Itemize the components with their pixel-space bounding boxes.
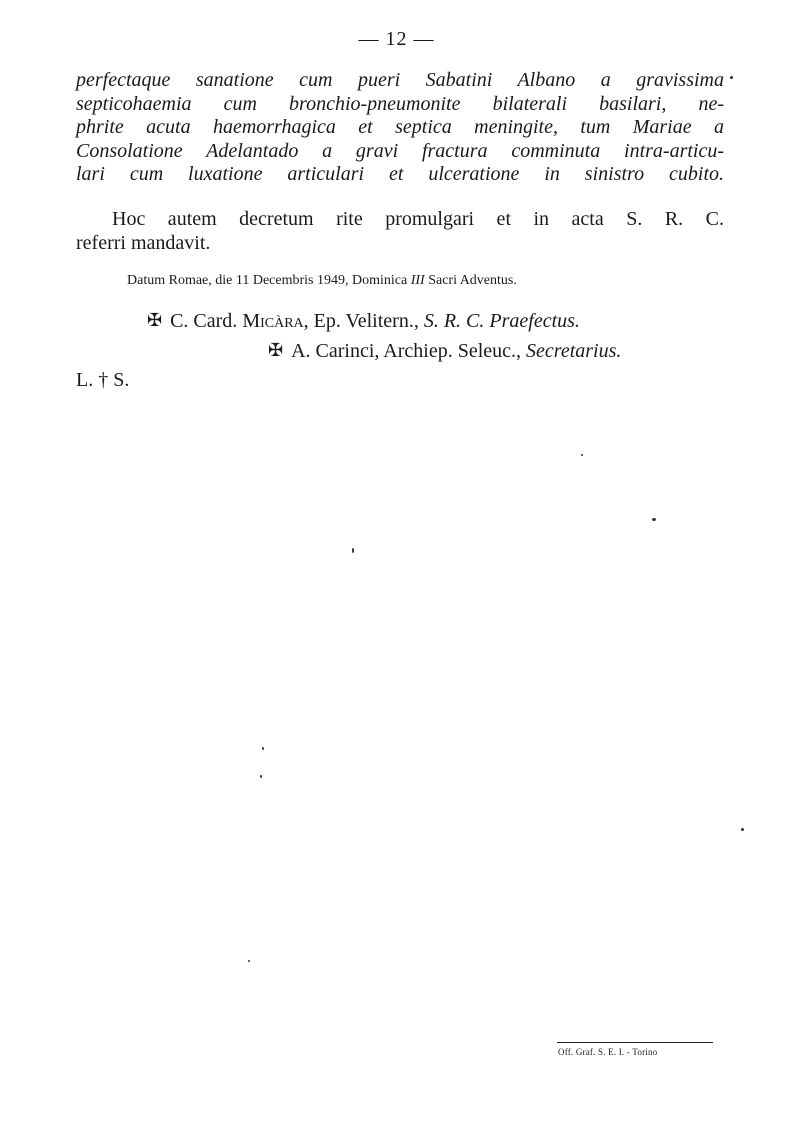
scan-speck xyxy=(262,747,264,750)
scan-speck xyxy=(730,76,733,79)
scan-speck xyxy=(741,828,744,831)
signature-prefect-prefix: C. Card. xyxy=(170,310,243,332)
italic-line-4: Consolatione Adelantado a gravi fractura comminuta intra-articu- xyxy=(76,139,724,162)
date-line xyxy=(127,273,517,289)
signature-prefect-title: S. R. C. Praefectus. xyxy=(423,310,580,332)
page-number: — 12 — xyxy=(358,28,435,50)
seal-mark: L. † S. xyxy=(76,369,130,391)
scan-speck xyxy=(352,548,354,553)
signature-prefect-middle: , Ep. Velitern., xyxy=(303,310,424,332)
date-line-end: Sacri Adventus. xyxy=(424,273,517,288)
printer-imprint: Off. Graf. S. E. I. - Torino xyxy=(558,1047,658,1057)
signature-prefect xyxy=(147,310,580,333)
decree-paragraph xyxy=(76,208,724,255)
imprint-divider xyxy=(557,1042,713,1043)
scan-speck xyxy=(652,518,656,521)
scan-speck xyxy=(248,960,250,962)
date-line-numeral: III xyxy=(410,273,425,288)
italic-line-2: septicohaemia cum bronchio-pneumonite bilaterali basilari, ne- xyxy=(76,92,724,115)
decree-line-1: Hoc autem decretum rite promulgari et in acta S. R. C. xyxy=(112,208,724,230)
italic-paragraph xyxy=(76,69,724,187)
signature-secretary-prefix: A. Carinci, Archiep. Seleuc., xyxy=(291,340,527,362)
signature-secretary-title: Secretarius. xyxy=(526,340,622,362)
italic-line-3: phrite acuta haemorrhagica et septica meningite, tum Mariae a xyxy=(76,116,724,138)
decree-line-2: referri mandavit. xyxy=(76,231,211,254)
signature-secretary xyxy=(268,340,621,363)
signature-prefect-name: Micàra xyxy=(242,310,304,332)
date-line-start: Datum Romae, die 11 Decembris 1949, Dominica xyxy=(127,273,411,288)
italic-line-5: lari cum luxatione articulari et ulceratione in sinistro cubito. xyxy=(76,163,724,185)
maltese-cross-icon: ✠ xyxy=(147,310,163,330)
scan-speck xyxy=(260,775,262,778)
scan-speck xyxy=(581,454,583,456)
maltese-cross-icon: ✠ xyxy=(268,340,284,360)
italic-line-1: perfectaque sanatione cum pueri Sabatini Albano a gravissima xyxy=(76,69,724,91)
